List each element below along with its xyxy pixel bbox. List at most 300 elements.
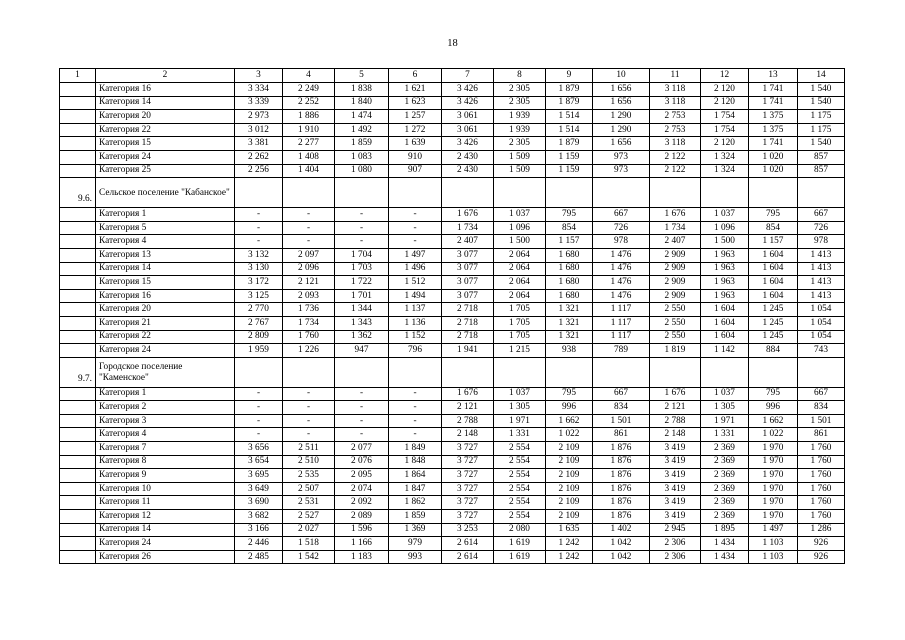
value-cell: - <box>283 428 335 442</box>
value-cell: 938 <box>546 344 593 358</box>
value-cell: 1 701 <box>335 289 389 303</box>
value-cell: 1 497 <box>389 248 442 262</box>
table-row <box>60 164 845 178</box>
category-name-cell: Категория 15 <box>96 137 235 151</box>
row-code-cell <box>60 428 96 442</box>
value-cell: 3 118 <box>650 96 701 110</box>
value-cell: 2 909 <box>650 276 701 290</box>
value-cell: 1 680 <box>546 276 593 290</box>
row-code-cell <box>60 110 96 124</box>
value-cell: 2 531 <box>283 496 335 510</box>
value-cell: 2 407 <box>650 235 701 249</box>
value-cell: 1 847 <box>389 482 442 496</box>
value-cell: 1 404 <box>283 164 335 178</box>
column-header: 8 <box>494 69 546 83</box>
value-cell: 1 054 <box>798 330 845 344</box>
value-cell: 1 501 <box>593 414 650 428</box>
value-cell: 726 <box>593 221 650 235</box>
row-code-cell <box>60 289 96 303</box>
value-cell: 3 381 <box>235 137 283 151</box>
table-row <box>60 523 845 537</box>
table-row <box>60 316 845 330</box>
table-row <box>60 276 845 290</box>
value-cell: - <box>283 221 335 235</box>
value-cell: 795 <box>749 387 798 401</box>
value-cell: 2 306 <box>650 537 701 551</box>
value-cell: 1 970 <box>749 496 798 510</box>
value-cell: 667 <box>593 387 650 401</box>
value-cell <box>494 178 546 208</box>
value-cell: 1 152 <box>389 330 442 344</box>
column-header: 10 <box>593 69 650 83</box>
value-cell <box>650 178 701 208</box>
value-cell: 1 705 <box>494 316 546 330</box>
value-cell: 3 419 <box>650 455 701 469</box>
value-cell: - <box>389 428 442 442</box>
row-code-cell <box>60 303 96 317</box>
row-code-cell <box>60 235 96 249</box>
value-cell: 1 970 <box>749 510 798 524</box>
table-row <box>60 387 845 401</box>
value-cell: 1 604 <box>749 262 798 276</box>
value-cell: 2 809 <box>235 330 283 344</box>
value-cell: 1 859 <box>389 510 442 524</box>
value-cell: 1 848 <box>389 455 442 469</box>
value-cell: 2 554 <box>494 442 546 456</box>
category-name-cell: Категория 15 <box>96 276 235 290</box>
value-cell: 1 226 <box>283 344 335 358</box>
value-cell: 667 <box>593 208 650 222</box>
row-code-cell <box>60 414 96 428</box>
value-cell: 1 245 <box>749 330 798 344</box>
value-cell: 1 619 <box>494 550 546 564</box>
value-cell: 1 734 <box>283 316 335 330</box>
value-cell: 1 494 <box>389 289 442 303</box>
value-cell: 1 159 <box>546 150 593 164</box>
value-cell: - <box>283 387 335 401</box>
row-code-cell <box>60 482 96 496</box>
value-cell: 1 408 <box>283 150 335 164</box>
value-cell: 2 121 <box>442 401 494 415</box>
value-cell: 726 <box>798 221 845 235</box>
value-cell: 1 215 <box>494 344 546 358</box>
value-cell: 1 083 <box>335 150 389 164</box>
section-name-cell: Сельское поселение "Кабанское" <box>96 178 235 208</box>
table-row <box>60 414 845 428</box>
value-cell: 2 510 <box>283 455 335 469</box>
value-cell: 1 879 <box>546 96 593 110</box>
value-cell: 1 741 <box>749 137 798 151</box>
value-cell: 857 <box>798 150 845 164</box>
value-cell: 1 840 <box>335 96 389 110</box>
value-cell: 2 121 <box>283 276 335 290</box>
value-cell: 1 321 <box>546 303 593 317</box>
value-cell <box>593 178 650 208</box>
value-cell: 1 022 <box>546 428 593 442</box>
value-cell: 884 <box>749 344 798 358</box>
value-cell: 3 253 <box>442 523 494 537</box>
value-cell: 1 362 <box>335 330 389 344</box>
value-cell: 1 500 <box>494 235 546 249</box>
category-name-cell: Категория 1 <box>96 208 235 222</box>
value-cell: 3 426 <box>442 137 494 151</box>
value-cell: 1 741 <box>749 83 798 97</box>
row-code-cell <box>60 137 96 151</box>
value-cell: 2 121 <box>650 401 701 415</box>
value-cell: 2 249 <box>283 83 335 97</box>
value-cell: 1 290 <box>593 123 650 137</box>
value-cell: 667 <box>798 387 845 401</box>
value-cell: - <box>389 414 442 428</box>
value-cell: 1 037 <box>701 387 749 401</box>
value-cell: 2 369 <box>701 442 749 456</box>
row-code-cell: 9.6. <box>60 178 96 208</box>
value-cell: 1 939 <box>494 110 546 124</box>
column-header: 5 <box>335 69 389 83</box>
value-cell: 1 662 <box>749 414 798 428</box>
value-cell: 2 089 <box>335 510 389 524</box>
value-cell: 2 122 <box>650 164 701 178</box>
table-row <box>60 330 845 344</box>
value-cell: 2 076 <box>335 455 389 469</box>
value-cell: 3 061 <box>442 123 494 137</box>
table-row <box>60 248 845 262</box>
table-row <box>60 262 845 276</box>
value-cell: 2 093 <box>283 289 335 303</box>
value-cell: 2 527 <box>283 510 335 524</box>
value-cell: 2 753 <box>650 110 701 124</box>
value-cell: 834 <box>593 401 650 415</box>
value-cell <box>701 178 749 208</box>
row-code-cell <box>60 510 96 524</box>
value-cell: 1 413 <box>798 248 845 262</box>
value-cell: 1 639 <box>389 137 442 151</box>
value-cell: 2 109 <box>546 455 593 469</box>
value-cell: 1 596 <box>335 523 389 537</box>
value-cell: 2 550 <box>650 316 701 330</box>
value-cell: 1 604 <box>701 303 749 317</box>
value-cell: 1 879 <box>546 83 593 97</box>
value-cell: 1 604 <box>701 316 749 330</box>
value-cell <box>335 357 389 387</box>
table-row <box>60 510 845 524</box>
value-cell: 2 095 <box>335 469 389 483</box>
value-cell: - <box>389 401 442 415</box>
value-cell: 1 321 <box>546 330 593 344</box>
value-cell: 978 <box>798 235 845 249</box>
table-row <box>60 110 845 124</box>
value-cell: 1 413 <box>798 289 845 303</box>
value-cell: 2 148 <box>650 428 701 442</box>
value-cell: 1 166 <box>335 537 389 551</box>
table-row <box>60 137 845 151</box>
value-cell: 3 419 <box>650 482 701 496</box>
table-row <box>60 221 845 235</box>
value-cell: 1 343 <box>335 316 389 330</box>
category-name-cell: Категория 24 <box>96 150 235 164</box>
value-cell: 1 497 <box>749 523 798 537</box>
category-name-cell: Категория 16 <box>96 83 235 97</box>
value-cell: - <box>283 401 335 415</box>
value-cell: 2 120 <box>701 137 749 151</box>
value-cell: 1 971 <box>701 414 749 428</box>
value-cell: 1 369 <box>389 523 442 537</box>
value-cell: 1 705 <box>494 303 546 317</box>
value-cell: 1 760 <box>798 455 845 469</box>
table-row <box>60 455 845 469</box>
value-cell: 1 939 <box>494 123 546 137</box>
value-cell: 3 419 <box>650 496 701 510</box>
value-cell: 1 676 <box>650 387 701 401</box>
value-cell: 1 476 <box>593 289 650 303</box>
value-cell: - <box>335 428 389 442</box>
value-cell: - <box>283 414 335 428</box>
category-name-cell: Категория 10 <box>96 482 235 496</box>
value-cell: 2 092 <box>335 496 389 510</box>
value-cell: 973 <box>593 150 650 164</box>
value-cell: 3 419 <box>650 469 701 483</box>
value-cell: 3 695 <box>235 469 283 483</box>
value-cell: 2 973 <box>235 110 283 124</box>
column-header: 6 <box>389 69 442 83</box>
value-cell: 1 862 <box>389 496 442 510</box>
value-cell: 1 512 <box>389 276 442 290</box>
value-cell: 3 118 <box>650 83 701 97</box>
value-cell: 1 245 <box>749 316 798 330</box>
category-name-cell: Категория 24 <box>96 344 235 358</box>
table-header <box>60 69 845 83</box>
row-code-cell <box>60 248 96 262</box>
value-cell: 1 676 <box>650 208 701 222</box>
value-cell: 3 727 <box>442 482 494 496</box>
value-cell: 1 819 <box>650 344 701 358</box>
value-cell: 789 <box>593 344 650 358</box>
value-cell: 2 252 <box>283 96 335 110</box>
value-cell: 1 509 <box>494 150 546 164</box>
value-cell: 1 876 <box>593 455 650 469</box>
category-name-cell: Категория 5 <box>96 221 235 235</box>
value-cell: 2 430 <box>442 164 494 178</box>
value-cell: 3 334 <box>235 83 283 97</box>
value-cell <box>235 357 283 387</box>
value-cell: 1 619 <box>494 537 546 551</box>
value-cell: 861 <box>593 428 650 442</box>
value-cell: 2 148 <box>442 428 494 442</box>
value-cell <box>650 357 701 387</box>
value-cell: 1 054 <box>798 316 845 330</box>
value-cell: 2 097 <box>283 248 335 262</box>
value-cell <box>749 357 798 387</box>
value-cell: 1 476 <box>593 276 650 290</box>
value-cell: 3 727 <box>442 496 494 510</box>
value-cell: 1 540 <box>798 96 845 110</box>
value-cell: 1 604 <box>749 248 798 262</box>
value-cell: 2 554 <box>494 455 546 469</box>
value-cell: 2 718 <box>442 303 494 317</box>
value-cell: 1 020 <box>749 150 798 164</box>
value-cell: 1 959 <box>235 344 283 358</box>
row-code-cell <box>60 537 96 551</box>
table-row <box>60 208 845 222</box>
row-code-cell <box>60 96 96 110</box>
value-cell: 3 426 <box>442 83 494 97</box>
row-code-cell <box>60 276 96 290</box>
value-cell <box>389 178 442 208</box>
value-cell: 1 324 <box>701 164 749 178</box>
header-row <box>60 69 845 83</box>
value-cell: 1 492 <box>335 123 389 137</box>
value-cell: - <box>235 387 283 401</box>
value-cell: 3 125 <box>235 289 283 303</box>
value-cell: 1 604 <box>749 276 798 290</box>
value-cell: 1 676 <box>442 208 494 222</box>
value-cell: 2 554 <box>494 469 546 483</box>
value-cell: 947 <box>335 344 389 358</box>
value-cell: 3 426 <box>442 96 494 110</box>
value-cell: 1 136 <box>389 316 442 330</box>
value-cell: 1 705 <box>494 330 546 344</box>
value-cell: 1 037 <box>494 208 546 222</box>
value-cell: 2 064 <box>494 276 546 290</box>
value-cell: 1 963 <box>701 248 749 262</box>
value-cell: 1 500 <box>701 235 749 249</box>
category-name-cell: Категория 24 <box>96 537 235 551</box>
row-code-cell <box>60 262 96 276</box>
value-cell: - <box>335 387 389 401</box>
value-cell: 1 413 <box>798 262 845 276</box>
value-cell: 1 022 <box>749 428 798 442</box>
value-cell: 1 159 <box>546 164 593 178</box>
row-code-cell <box>60 83 96 97</box>
value-cell: 907 <box>389 164 442 178</box>
table-row <box>60 469 845 483</box>
value-cell: 2 064 <box>494 289 546 303</box>
table-row <box>60 344 845 358</box>
column-header: 7 <box>442 69 494 83</box>
category-name-cell: Категория 14 <box>96 96 235 110</box>
value-cell: 1 509 <box>494 164 546 178</box>
value-cell <box>701 357 749 387</box>
value-cell: 1 245 <box>749 303 798 317</box>
value-cell: 1 741 <box>749 96 798 110</box>
category-name-cell: Категория 8 <box>96 455 235 469</box>
value-cell: 2 305 <box>494 137 546 151</box>
value-cell: 3 727 <box>442 469 494 483</box>
value-cell <box>593 357 650 387</box>
value-cell: 1 760 <box>798 469 845 483</box>
value-cell: 2 554 <box>494 496 546 510</box>
value-cell: 1 514 <box>546 110 593 124</box>
value-cell: 2 027 <box>283 523 335 537</box>
value-cell: 1 157 <box>546 235 593 249</box>
value-cell: 1 476 <box>593 262 650 276</box>
value-cell: 1 037 <box>701 208 749 222</box>
value-cell: 1 859 <box>335 137 389 151</box>
value-cell <box>283 178 335 208</box>
value-cell: 1 970 <box>749 469 798 483</box>
table-row <box>60 83 845 97</box>
value-cell: 2 507 <box>283 482 335 496</box>
value-cell: 2 770 <box>235 303 283 317</box>
value-cell: 1 037 <box>494 387 546 401</box>
value-cell: 1 375 <box>749 110 798 124</box>
value-cell: 1 680 <box>546 289 593 303</box>
section-name-cell: Городское поселение "Каменское" <box>96 357 235 387</box>
value-cell: 1 734 <box>650 221 701 235</box>
value-cell: 2 074 <box>335 482 389 496</box>
table-row <box>60 428 845 442</box>
value-cell: 2 096 <box>283 262 335 276</box>
value-cell: 2 554 <box>494 510 546 524</box>
value-cell: 1 876 <box>593 469 650 483</box>
row-code-cell <box>60 344 96 358</box>
value-cell: 1 242 <box>546 537 593 551</box>
value-cell: 795 <box>749 208 798 222</box>
value-cell: 2 120 <box>701 83 749 97</box>
column-header: 9 <box>546 69 593 83</box>
value-cell: 2 909 <box>650 262 701 276</box>
value-cell: 1 895 <box>701 523 749 537</box>
value-cell: - <box>235 235 283 249</box>
value-cell: 1 142 <box>701 344 749 358</box>
value-cell: 1 656 <box>593 96 650 110</box>
value-cell: 2 120 <box>701 96 749 110</box>
value-cell: 3 682 <box>235 510 283 524</box>
value-cell: - <box>235 221 283 235</box>
value-cell: 2 614 <box>442 537 494 551</box>
value-cell: 1 117 <box>593 316 650 330</box>
category-name-cell: Категория 3 <box>96 414 235 428</box>
value-cell: 1 656 <box>593 137 650 151</box>
row-code-cell <box>60 164 96 178</box>
value-cell: 1 272 <box>389 123 442 137</box>
value-cell: 1 096 <box>494 221 546 235</box>
row-code-cell <box>60 387 96 401</box>
value-cell: 2 077 <box>335 442 389 456</box>
value-cell: 1 305 <box>701 401 749 415</box>
column-header: 3 <box>235 69 283 83</box>
value-cell: 2 909 <box>650 248 701 262</box>
value-cell: 854 <box>546 221 593 235</box>
value-cell: - <box>335 401 389 415</box>
value-cell: 1 876 <box>593 482 650 496</box>
value-cell: 1 157 <box>749 235 798 249</box>
row-code-cell: 9.7. <box>60 357 96 387</box>
table-row <box>60 442 845 456</box>
row-code-cell <box>60 455 96 469</box>
value-cell: 2 550 <box>650 303 701 317</box>
value-cell: - <box>335 221 389 235</box>
value-cell: 1 137 <box>389 303 442 317</box>
value-cell: 1 838 <box>335 83 389 97</box>
value-cell: 2 369 <box>701 469 749 483</box>
category-name-cell: Категория 12 <box>96 510 235 524</box>
category-name-cell: Категория 20 <box>96 303 235 317</box>
table-row <box>60 96 845 110</box>
value-cell: 2 511 <box>283 442 335 456</box>
value-cell: 979 <box>389 537 442 551</box>
value-cell: 795 <box>546 208 593 222</box>
value-cell: - <box>235 414 283 428</box>
value-cell: - <box>389 235 442 249</box>
value-cell: 926 <box>798 537 845 551</box>
value-cell: 3 727 <box>442 442 494 456</box>
value-cell: 2 407 <box>442 235 494 249</box>
value-cell: 1 321 <box>546 316 593 330</box>
value-cell: 1 540 <box>798 137 845 151</box>
value-cell: 861 <box>798 428 845 442</box>
value-cell: 1 096 <box>701 221 749 235</box>
